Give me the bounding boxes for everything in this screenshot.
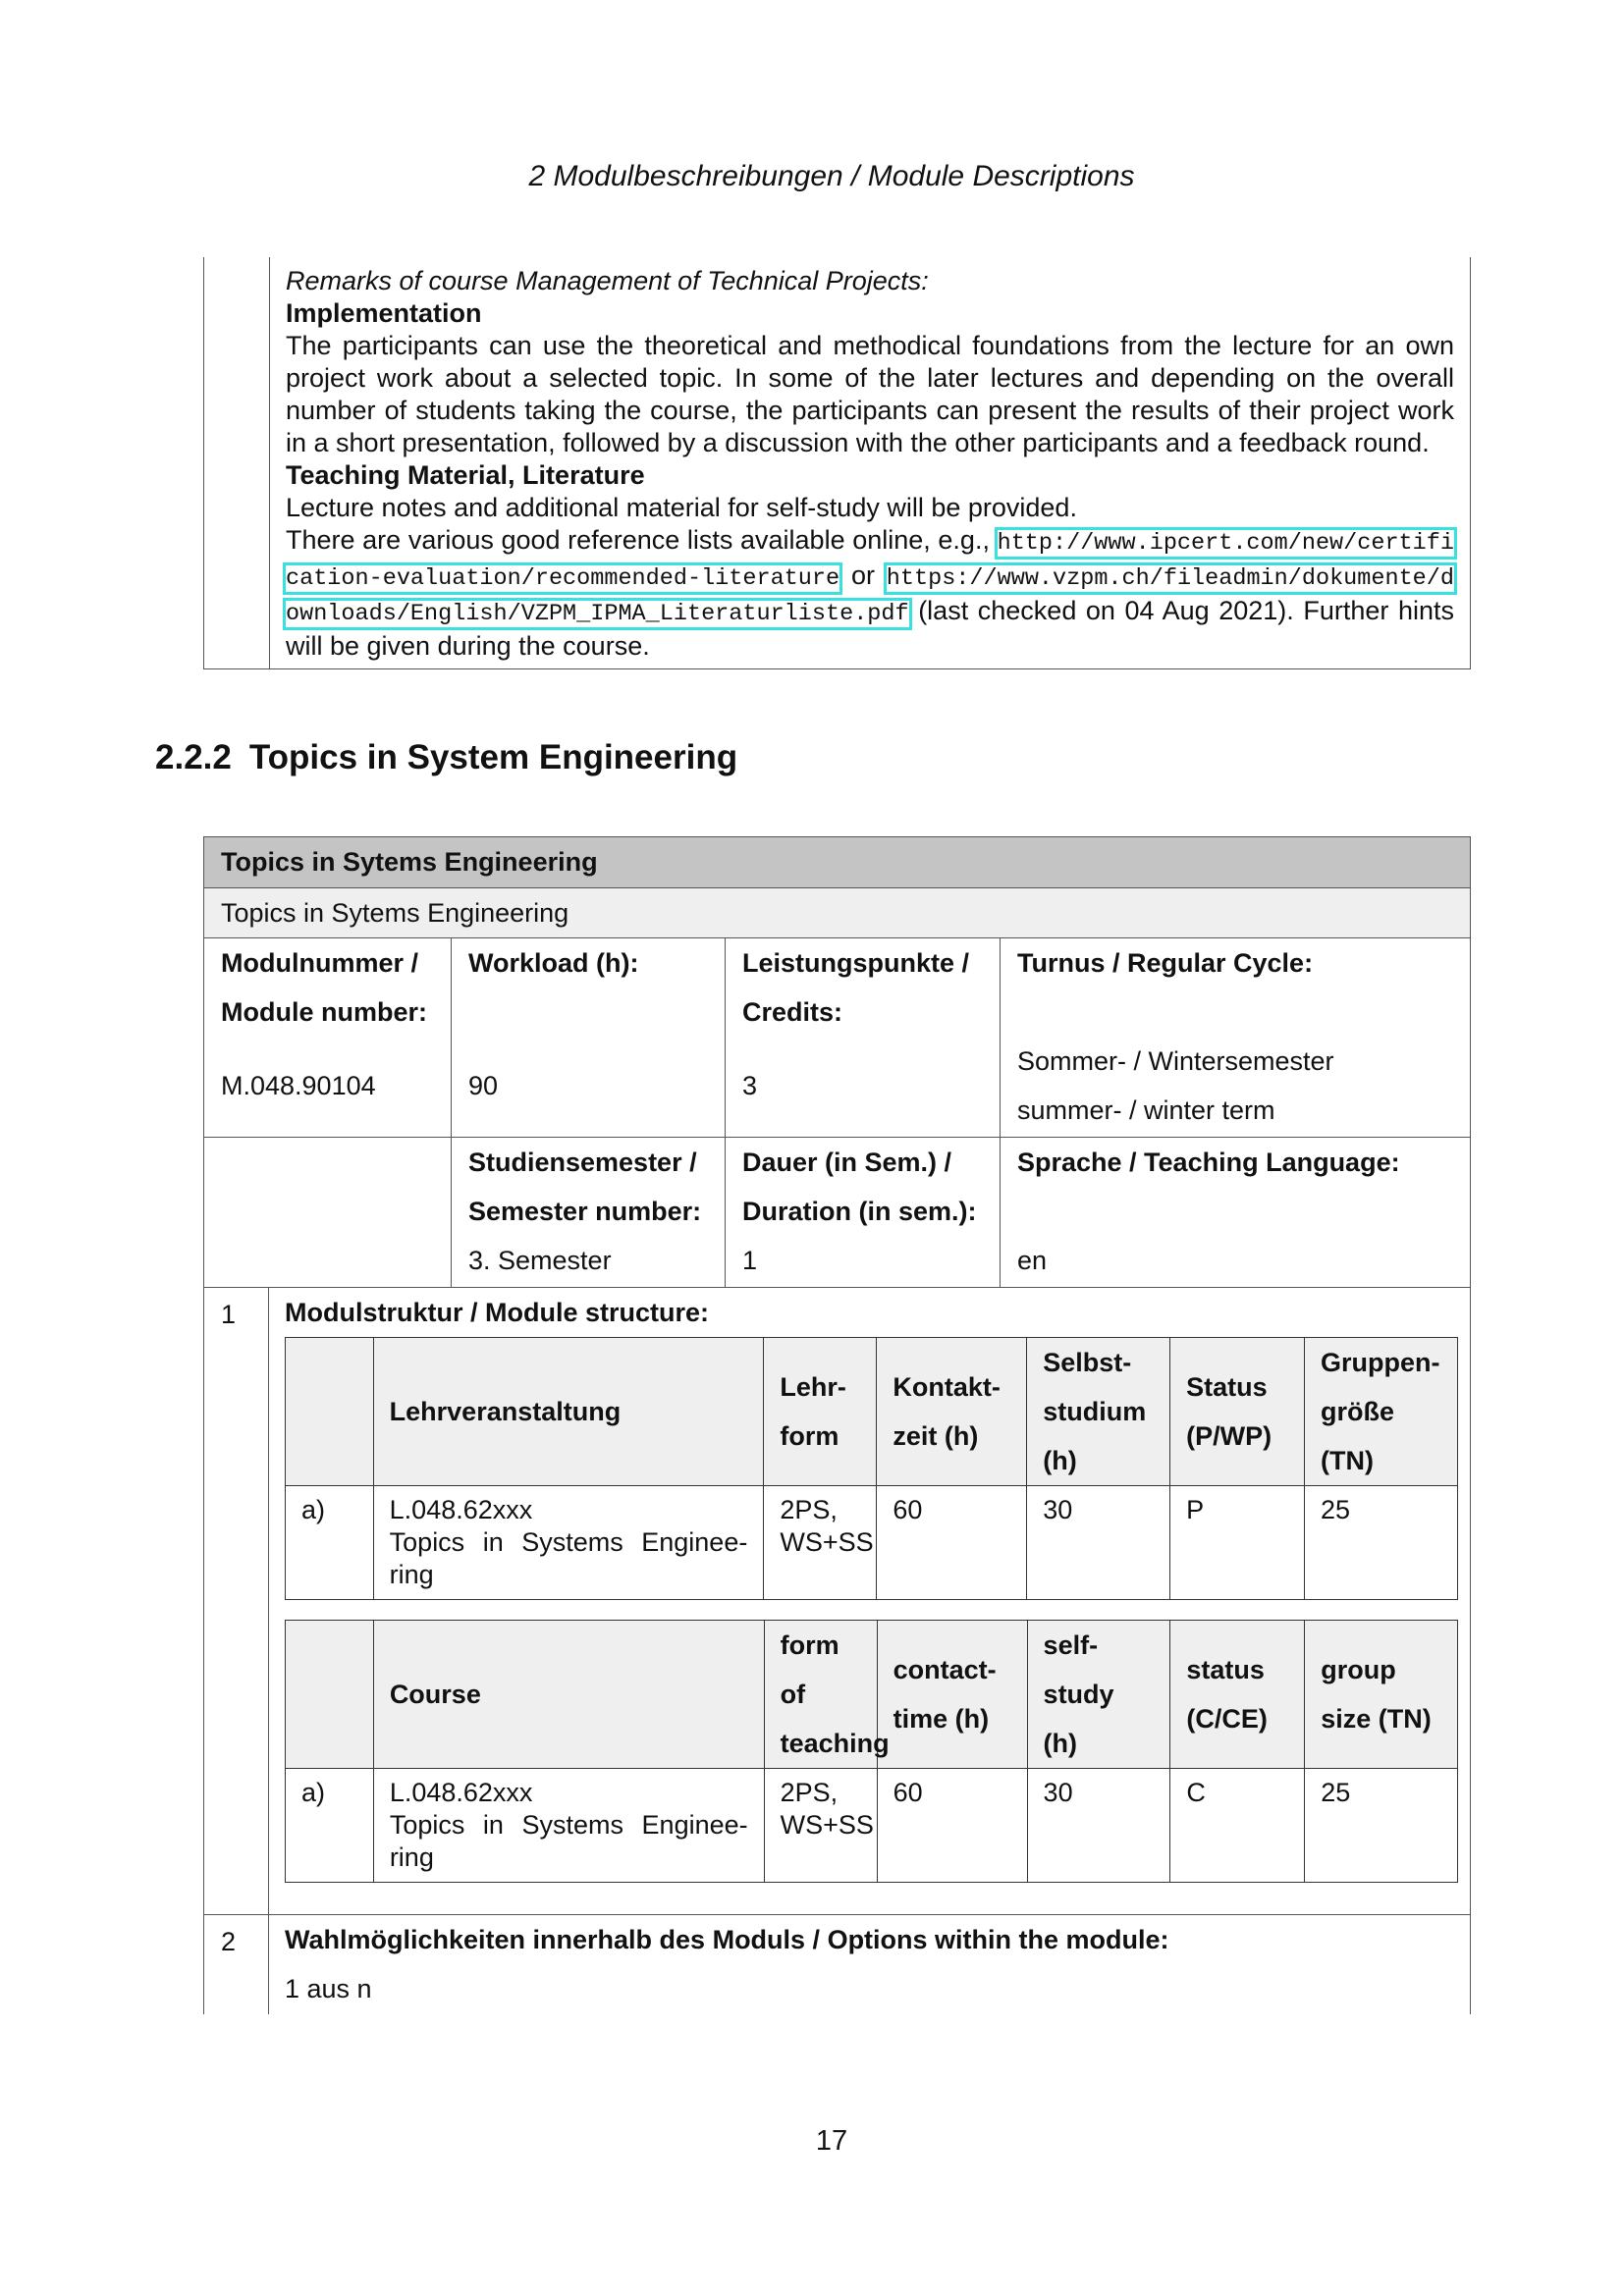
row-self: 30 — [1027, 1769, 1170, 1883]
credits-cell — [726, 938, 1001, 1137]
remarks-content — [286, 265, 1454, 663]
options-value: 1 aus n — [285, 1974, 372, 2003]
options-heading: Wahlmöglichkeiten innerhalb des Moduls / Options within the module: — [285, 1925, 1169, 1954]
module-structure-row — [204, 1288, 1470, 1915]
references-paragraph — [286, 524, 1454, 663]
sprache-cell — [1001, 1138, 1470, 1287]
references-or: or — [850, 561, 875, 590]
row-name: Topics in Systems Enginee- ring — [389, 1527, 748, 1589]
material-heading: Teaching Material, Literature — [286, 460, 645, 490]
module-title: Topics in Sytems Engineering — [204, 837, 1470, 888]
header-group-size: group size (TN) — [1305, 1621, 1458, 1769]
turnus-value-2: summer- / winter term — [1017, 1095, 1275, 1125]
semester-value: 3. Semester — [468, 1246, 612, 1275]
dauer-label-1: Dauer (in Sem.) / — [742, 1148, 952, 1177]
turnus-cell — [1001, 938, 1470, 1137]
section-number: 2.2.2 — [155, 738, 232, 776]
module-info-row-2 — [204, 1138, 1470, 1288]
workload-label: Workload (h): — [468, 948, 639, 978]
structure-table-en — [285, 1620, 1458, 1883]
reference-link-ipcert[interactable]: http://www.ipcert.com/new/certification-evaluation/recommended-literature — [286, 530, 1454, 592]
semester-label-1: Studiensemester / — [468, 1148, 697, 1177]
turnus-label: Turnus / Regular Cycle: — [1017, 948, 1314, 978]
semester-label-2: Semester number: — [468, 1197, 702, 1226]
credits-label-1: Leistungspunkte / — [742, 948, 970, 978]
row-course — [373, 1769, 764, 1883]
credits-value: 3 — [742, 1071, 758, 1100]
row-contact: 60 — [877, 1486, 1027, 1600]
header-selbststudium: Selbst- studium (h) — [1027, 1338, 1170, 1486]
modulnummer-cell — [204, 938, 452, 1137]
modulnummer-label-2: Module number: — [221, 997, 427, 1027]
structure-index: 1 — [204, 1288, 269, 1914]
section-heading — [155, 738, 737, 777]
modulnummer-label-1: Modulnummer / — [221, 948, 418, 978]
header-course: Course — [373, 1621, 764, 1769]
dauer-label-2: Duration (in sem.): — [742, 1197, 977, 1226]
reference-link-vzpm[interactable]: https://www.vzpm.ch/fileadmin/dokumente/downloads/English/VZPM_IPMA_Literaturliste.pdf — [286, 565, 1454, 627]
header-self-study: self- study (h) — [1027, 1621, 1170, 1769]
header-form-of-teaching: form of teaching — [764, 1621, 877, 1769]
page-number: 17 — [815, 2125, 848, 2157]
header-gruppengroesse: Gruppen- größe (TN) — [1304, 1338, 1457, 1486]
row-size: 25 — [1305, 1769, 1458, 1883]
empty-cell — [204, 1138, 452, 1287]
row-course — [373, 1486, 764, 1600]
row-label: a) — [286, 1769, 374, 1883]
row-code: L.048.62xxx — [389, 1495, 533, 1524]
workload-cell — [452, 938, 726, 1137]
row-name: Topics in Systems Enginee- ring — [389, 1810, 748, 1872]
row-self: 30 — [1027, 1486, 1170, 1600]
row-status: C — [1170, 1769, 1305, 1883]
row-size: 25 — [1304, 1486, 1457, 1600]
running-header: 2 Modulbeschreibungen / Module Descriptions — [528, 160, 1135, 192]
structure-table-de — [285, 1337, 1458, 1600]
options-body — [269, 1915, 1470, 2014]
table-header-row — [286, 1621, 1458, 1769]
row-label: a) — [286, 1486, 374, 1600]
row-status: P — [1170, 1486, 1305, 1600]
header-lehrveranstaltung: Lehrveranstaltung — [373, 1338, 764, 1486]
sprache-value: en — [1017, 1246, 1048, 1275]
implementation-text: The participants can use the theoretical and methodical foundations from the lecture for an own project work about a selected topic. In some of the later lectures and depending on the overall number of students taking the course, the participants can present the results of their project work in a short presentation, followed by a discussion with the other participants and a feedback round. — [286, 331, 1454, 457]
row-contact: 60 — [877, 1769, 1027, 1883]
module-table — [203, 836, 1471, 2014]
options-row — [204, 1915, 1470, 2014]
structure-body — [269, 1288, 1470, 1914]
remarks-index-column — [269, 257, 270, 668]
header-lehrform: Lehr- form — [764, 1338, 877, 1486]
row-form: 2PS, WS+SS — [764, 1769, 877, 1883]
module-info-row-1 — [204, 938, 1470, 1138]
workload-value: 90 — [468, 1071, 499, 1100]
semester-cell — [452, 1138, 726, 1287]
dauer-value: 1 — [742, 1246, 758, 1275]
header-empty — [286, 1338, 374, 1486]
header-kontaktzeit: Kontakt- zeit (h) — [877, 1338, 1027, 1486]
header-status: Status (P/WP) — [1170, 1338, 1305, 1486]
turnus-value-1: Sommer- / Wintersemester — [1017, 1046, 1334, 1076]
row-form: 2PS, WS+SS — [764, 1486, 877, 1600]
implementation-heading: Implementation — [286, 298, 482, 328]
references-suffix: (last checked on 04 Aug 2021). Further hints will be given during the course. — [286, 596, 1454, 661]
header-contact-time: contact- time (h) — [877, 1621, 1027, 1769]
credits-label-2: Credits: — [742, 997, 843, 1027]
remarks-box — [203, 257, 1471, 669]
header-status: status (C/CE) — [1170, 1621, 1305, 1769]
table-row — [286, 1769, 1458, 1883]
structure-heading: Modulstruktur / Module structure: — [285, 1298, 709, 1327]
dauer-cell — [726, 1138, 1001, 1287]
modulnummer-value: M.048.90104 — [221, 1071, 376, 1100]
table-header-row — [286, 1338, 1458, 1486]
sprache-label: Sprache / Teaching Language: — [1017, 1148, 1400, 1177]
section-title: Topics in System Engineering — [248, 738, 738, 776]
module-subtitle: Topics in Sytems Engineering — [204, 888, 1470, 938]
material-text: Lecture notes and additional material for self-study will be provided. — [286, 493, 1077, 522]
table-row — [286, 1486, 1458, 1600]
references-prefix: There are various good reference lists available online, e.g., — [286, 525, 990, 555]
remarks-intro: Remarks of course Management of Technical Projects: — [286, 266, 929, 295]
options-index: 2 — [204, 1915, 269, 2014]
header-empty — [286, 1621, 374, 1769]
row-code: L.048.62xxx — [389, 1778, 533, 1807]
